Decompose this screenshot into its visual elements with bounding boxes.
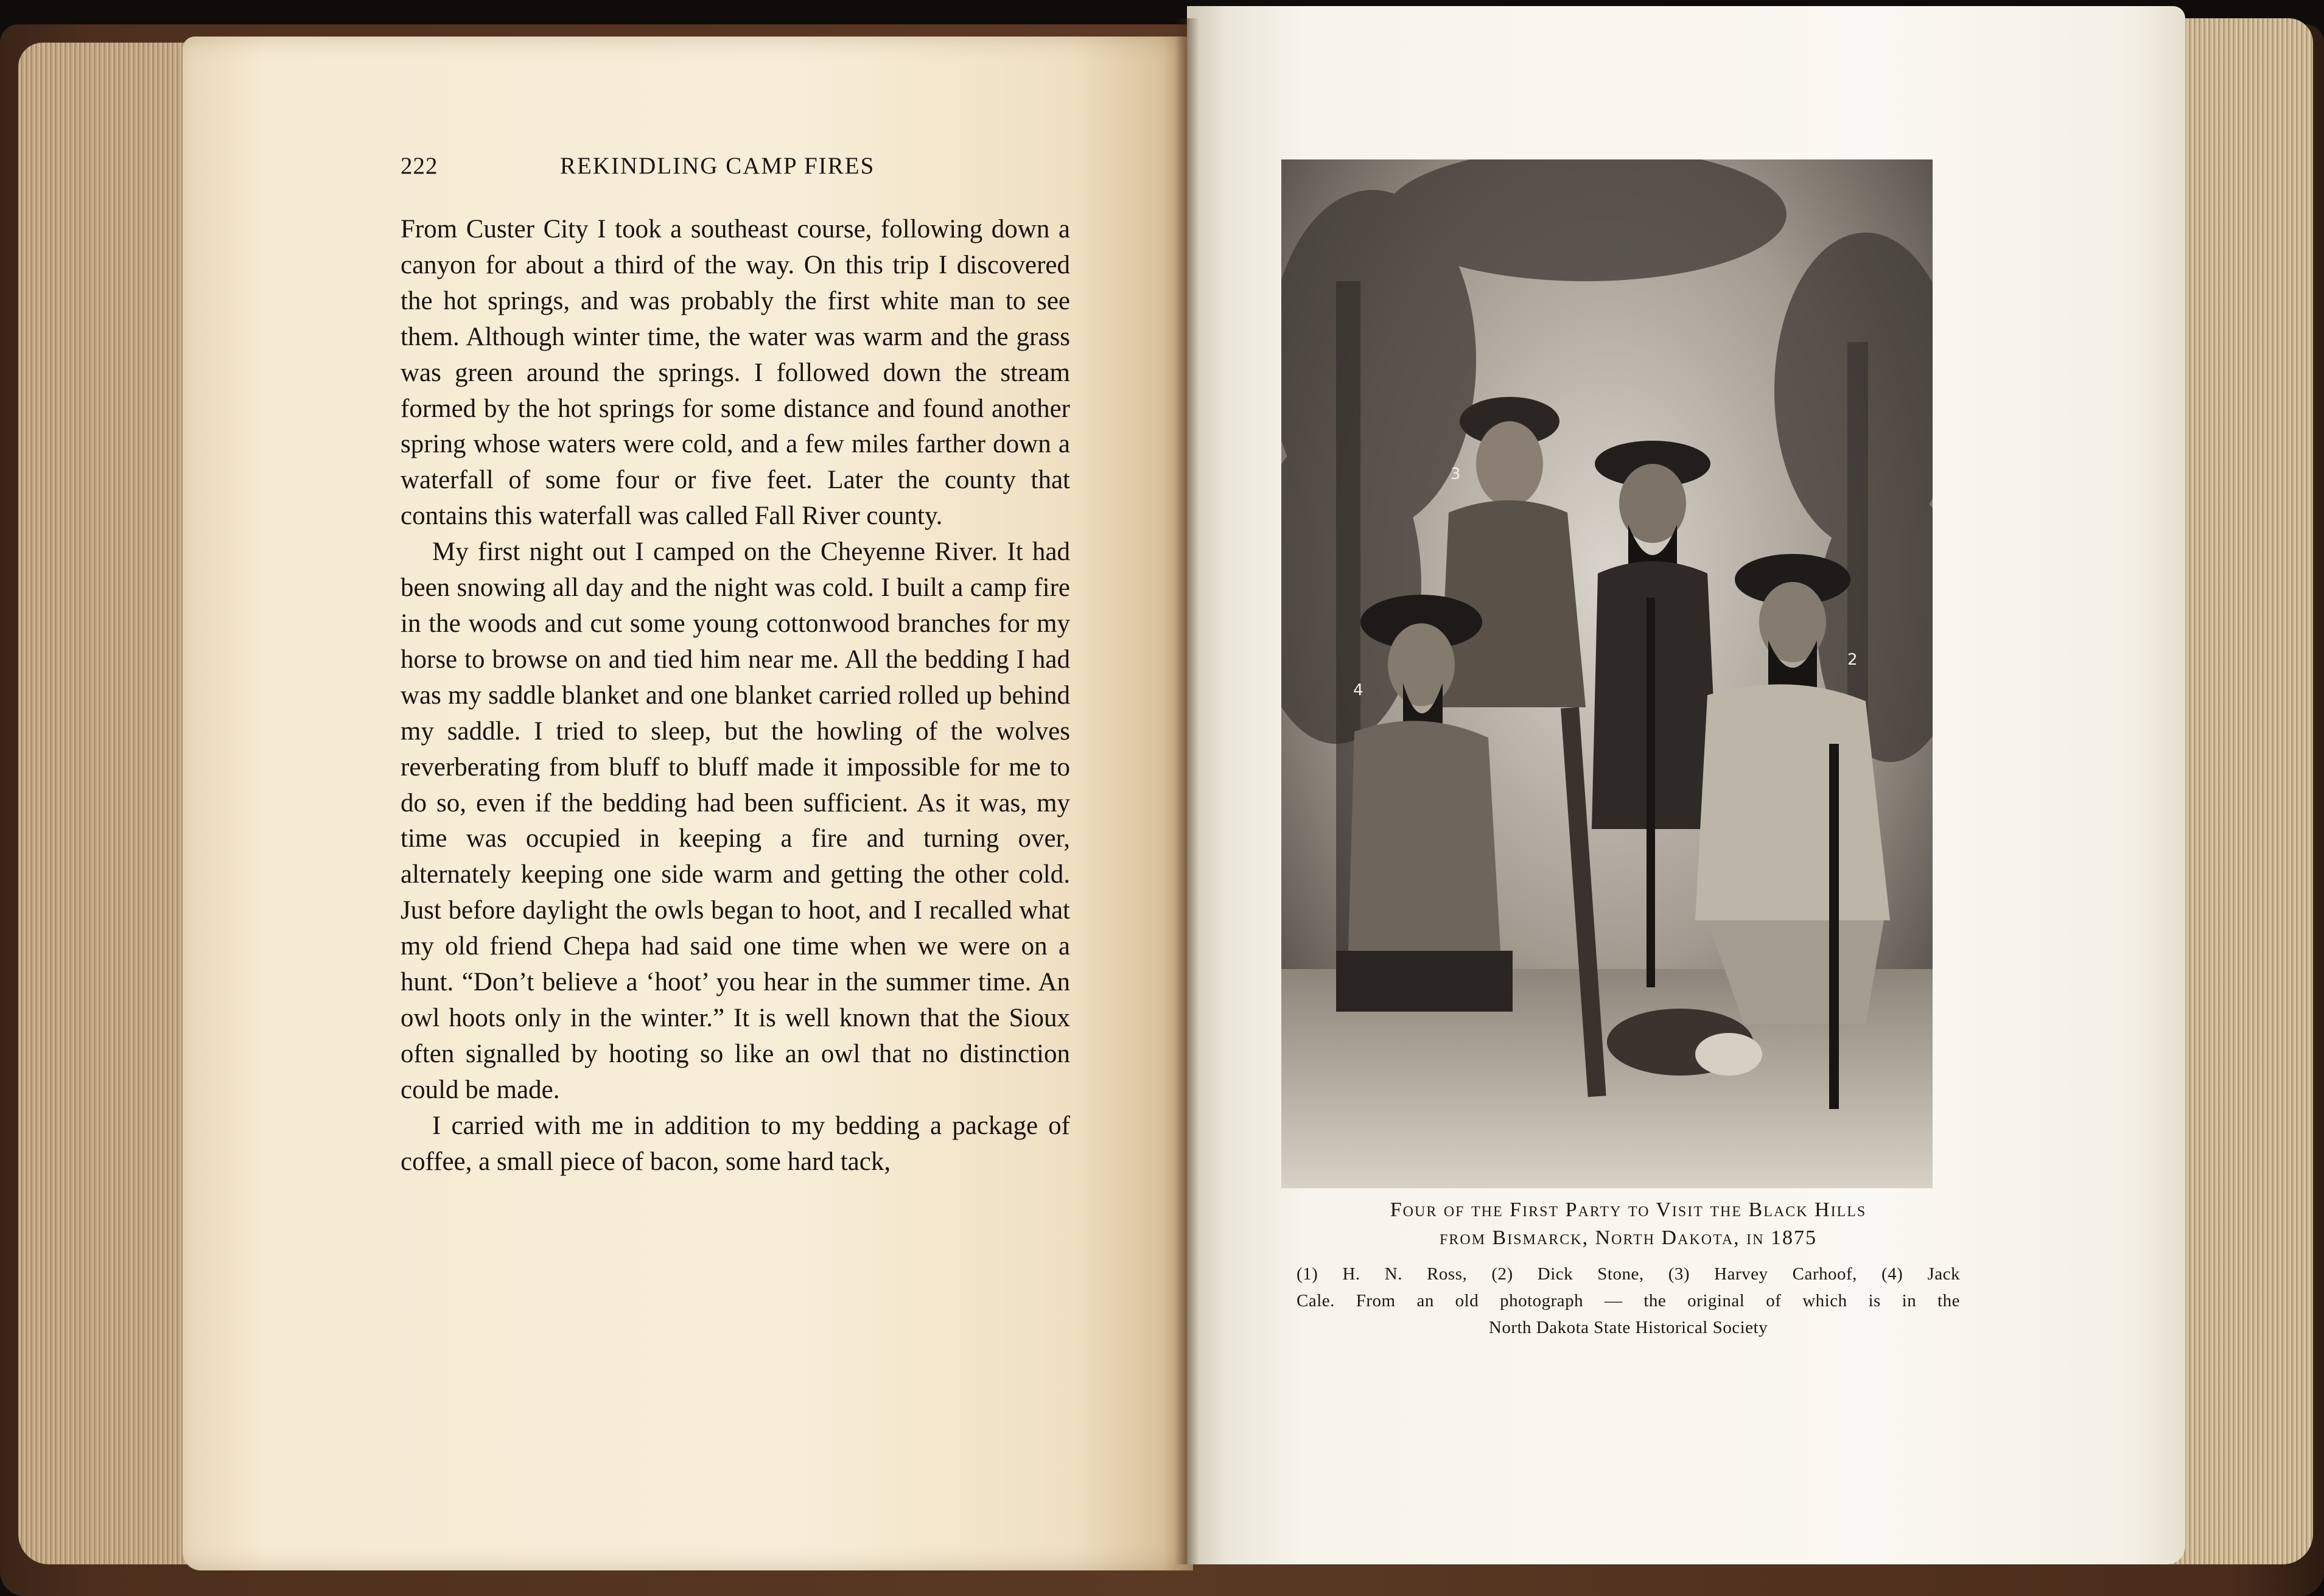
figure-label-2: 2 bbox=[1847, 651, 1858, 669]
page-number: 222 bbox=[401, 153, 438, 179]
caption-title-line: Four of the First Party to Visit the Black Hills bbox=[1390, 1199, 1867, 1221]
body-text bbox=[401, 212, 1070, 1180]
caption-credit bbox=[1297, 1261, 1960, 1341]
page-edges-right bbox=[2167, 18, 2313, 1564]
caption-title bbox=[1297, 1196, 1960, 1252]
running-head-title: REKINDLING CAMP FIRES bbox=[560, 153, 875, 179]
caption-title-line: from Bismarck, North Dakota, in 1875 bbox=[1440, 1227, 1817, 1249]
caption-credit-line: North Dakota State Historical Society bbox=[1488, 1318, 1768, 1337]
group-portrait-photo bbox=[1281, 159, 1933, 1188]
running-head bbox=[401, 152, 1076, 189]
figure-label-3: 3 bbox=[1451, 465, 1461, 483]
paragraph: My first night out I camped on the Cheyenne River. It had been snowing all day and the night was cold. I built a camp fire in the woods and cut some young cottonwood branches for my horse to browse on and tied him near me. All the bedding I had was my saddle blanket and one blanket carried rolled up behind my saddle. I tried to sleep, but the howling of the wolves reverberating from bluff to bluff made it impossible for me to do so, even if the bedding had been sufficient. As it was, my time was occupied in keeping a fire and turning over, alternately keeping one side warm and getting the other cold. Just before daylight the owls began to hoot, and I recalled what my old friend Chepa had said one time when we were on a hunt. “Don’t believe a ‘hoot’ you hear in the summer time. An owl hoots only in the winter.” It is well known that the Sioux often signalled by hooting so like an owl that no distinction could be made. bbox=[401, 537, 1070, 1104]
page-edges-left bbox=[18, 43, 201, 1564]
caption-credit-line: (1) H. N. Ross, (2) Dick Stone, (3) Harvey Carhoof, (4) Jack bbox=[1297, 1264, 1960, 1284]
paragraph: I carried with me in addition to my bedding a package of coffee, a small piece of bacon, some hard tack, bbox=[401, 1111, 1070, 1176]
figure-label-4: 4 bbox=[1353, 681, 1363, 699]
photo-plate bbox=[1281, 159, 1933, 1188]
caption-credit-line: Cale. From an old photograph — the original of which is in the bbox=[1297, 1291, 1960, 1311]
photo-caption bbox=[1297, 1196, 1960, 1341]
paragraph: From Custer City I took a southeast course, following down a canyon for about a third of the way. On this trip I discovered the hot springs, and was probably the first white man to see them. Although winter time, the water was warm and the grass was green around the springs. I followed down the stream formed by the hot springs for some distance and found another spring whose waters were cold, and a few miles farther down a waterfall of some four or five feet. Later the county that contains this waterfall was called Fall River county. bbox=[401, 215, 1070, 531]
book-gutter bbox=[1175, 18, 1199, 1564]
